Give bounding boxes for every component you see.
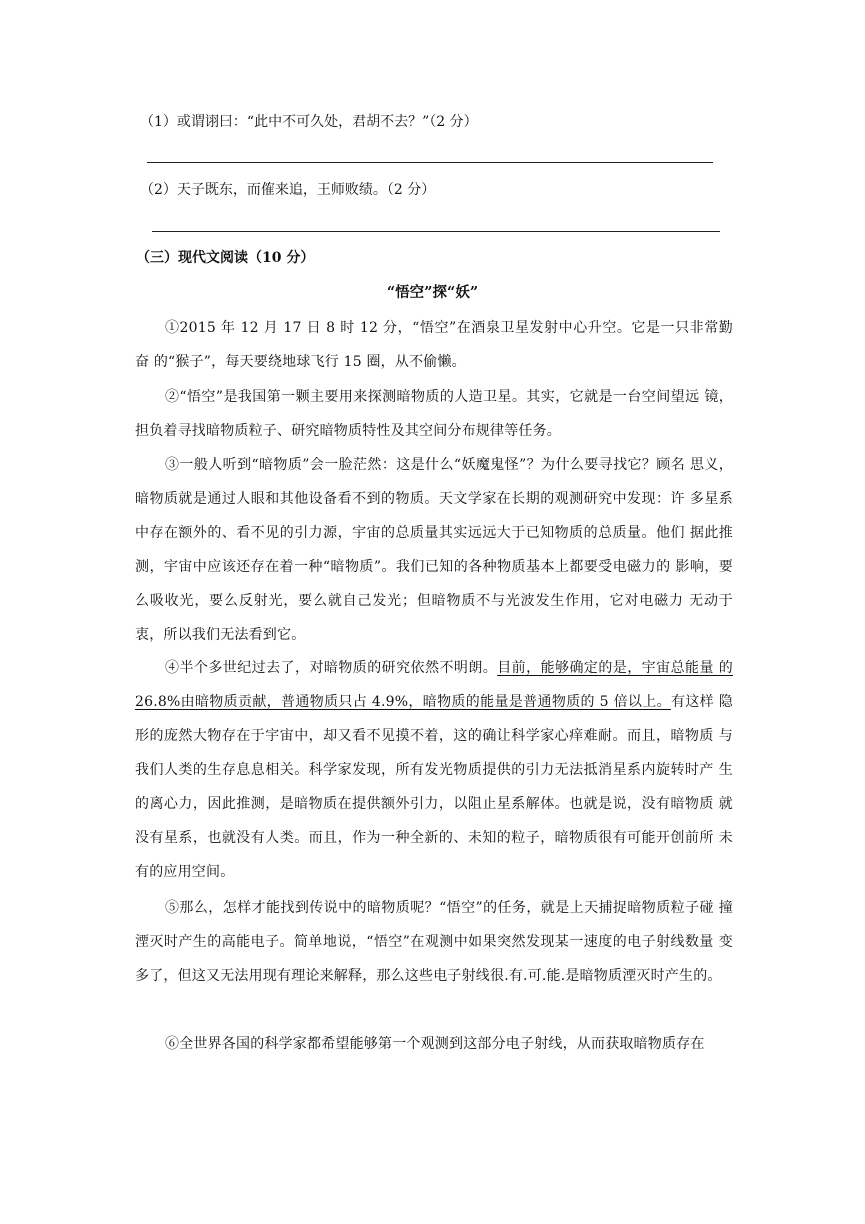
paragraph-4-start: ④半个多世纪过去了，对暗物质的研究依然不明朗。 [165, 660, 498, 676]
paragraph-2: ②“悟空”是我国第一颗主要用来探测暗物质的人造卫星。其实，它就是一台空间望远 镜，担负着寻找暗物质粒子、研究暗物质特性及其空间分布规律等任务。 [135, 389, 733, 439]
paragraph-4 [135, 651, 733, 889]
section-title: （三）现代文阅读（10 分） [136, 250, 315, 266]
question-1: （1）或谓诩曰：“此中不可久处，君胡不去？”（2 分） [140, 114, 478, 130]
paragraph-5: ⑤那么，怎样才能找到传说中的暗物质呢？“悟空”的任务，就是上天捕捉暗物质粒子碰 撞湮灭时产生的高能电子。简单地说，“悟空”在观测中如果突然发现某一速度的电子射线数量 变多了，但这又无法用现有理论来解释，那么这些电子射线很.有.可.能.是暗物质湮灭时产生的。 [135, 900, 733, 984]
paragraph-6: ⑥全世界各国的科学家都希望能够第一个观测到这部分电子射线，从而获取暗物质存在 [165, 1036, 705, 1052]
question-2: （2）天子既东，而傕来追，王师败绩。（2 分） [140, 182, 436, 198]
paragraph-1: ①2015 年 12 月 17 日 8 时 12 分，“悟空”在酒泉卫星发射中心升空。它是一只非常勤奋 的“猴子”，每天要绕地球飞行 15 圈，从不偷懒。 [135, 320, 733, 370]
answer-line-1[interactable] [147, 162, 713, 163]
paragraph-4-underlined: 目前，能够确定的是，宇宙总能量 的 26.8%由暗物质贡献，普通物质只占 4.9%，暗物质的能量是普通物质的 5 倍以上。 [135, 660, 733, 710]
article-title: “悟空”探“妖” [386, 284, 479, 301]
paragraph-4-end: 有这样 隐形的庞然大物存在于宇宙中，却又看不见摸不着，这的确让科学家心痒难耐。而且，暗物质 与我们人类的生存息息相关。科学家发现，所有发光物质提供的引力无法抵消星系内旋转时产 生的离心力，因此推测，是暗物质在提供额外引力，以阻止星系解体。也就是说，没有暗物质 就没有星系，也就没有人类。而且，作为一种全新的、未知的粒子，暗物质很有可能开创前所 未有的应用空间。 [135, 694, 733, 880]
paragraph-3: ③一般人听到“暗物质”会一脸茫然：这是什么“妖魔鬼怪”？为什么要寻找它？顾名 思义，暗物质就是通过人眼和其他设备看不到的物质。天文学家在长期的观测研究中发现：许 多星系中存在额外的、看不见的引力源，宇宙的总质量其实远远大于已知物质的总质量。他们 据此推测，宇宙中应该还存在着一种“暗物质”。我们已知的各种物质基本上都要受电磁力的 影响，要么吸收光，要么反射光，要么就自己发光；但暗物质不与光波发生作用，它对电磁力 无动于衷，所以我们无法看到它。 [135, 457, 733, 643]
answer-line-2[interactable] [152, 231, 720, 232]
